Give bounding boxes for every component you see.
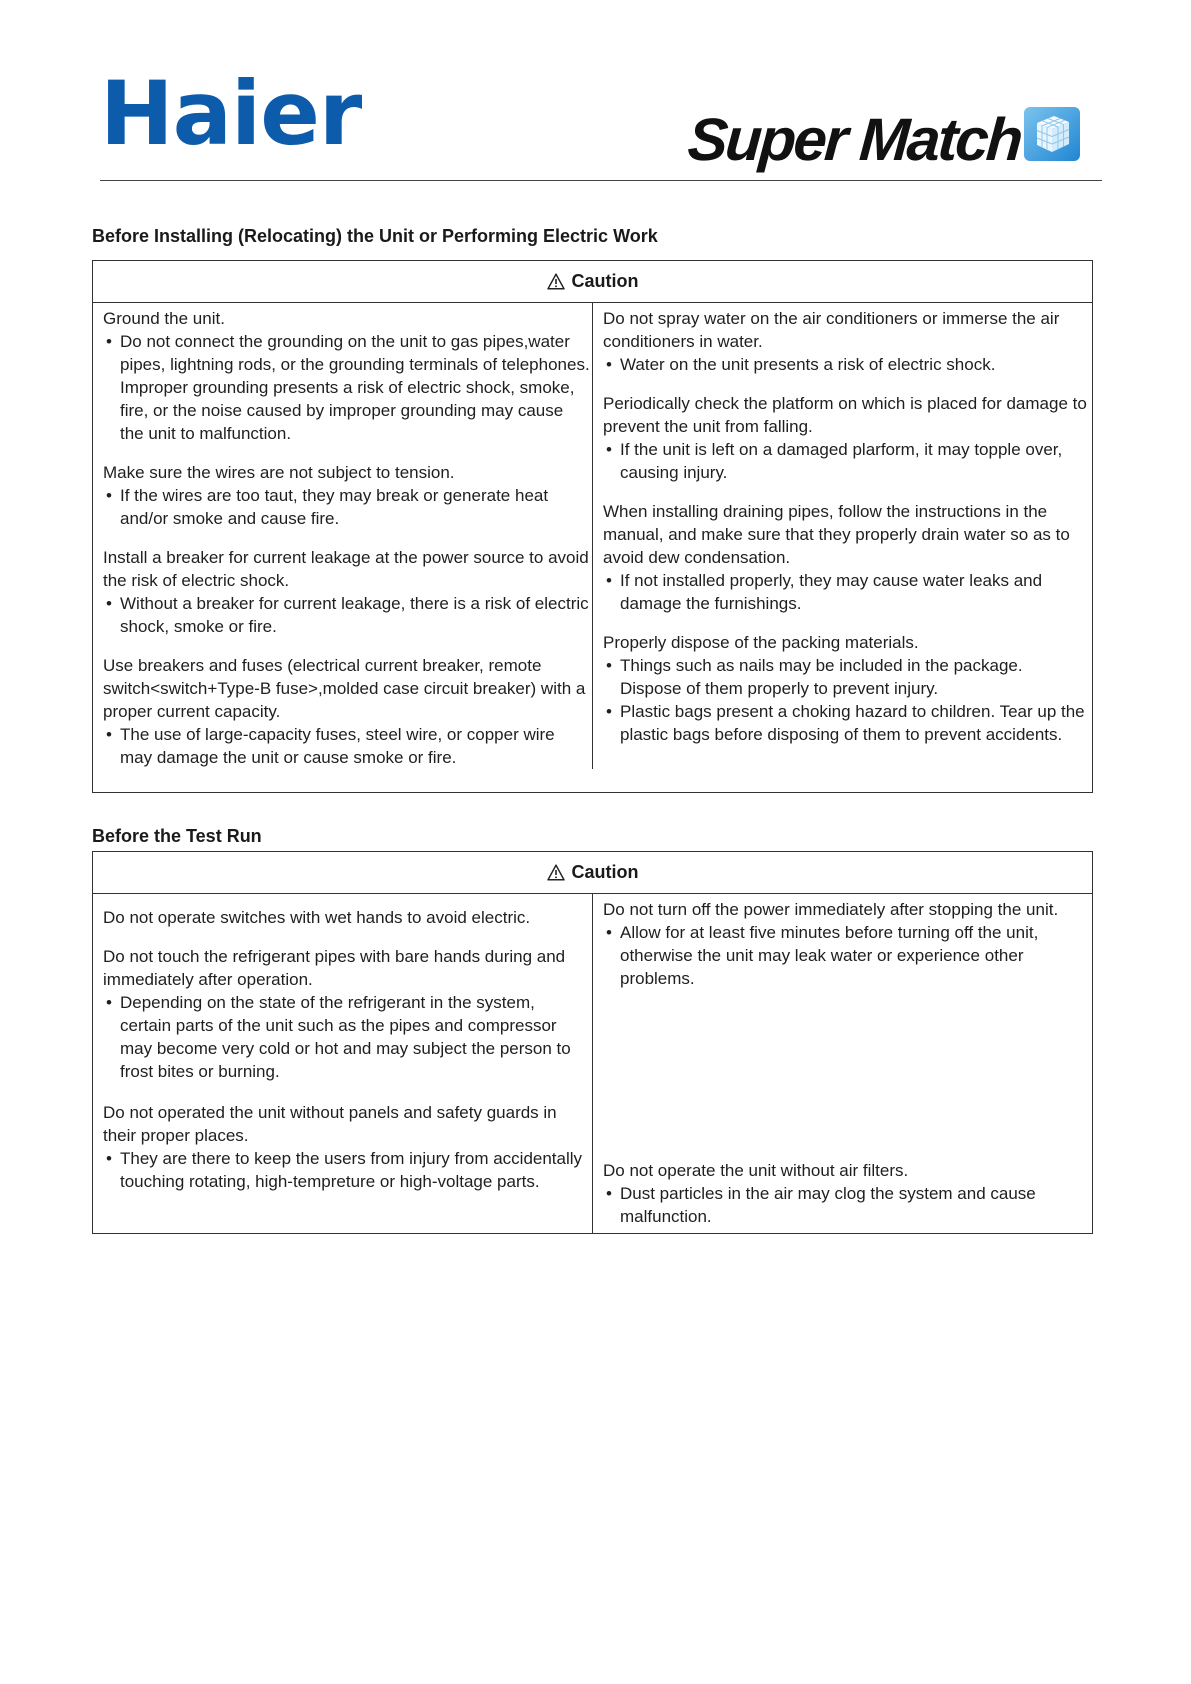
caution-item: Ground the unit. xyxy=(103,309,225,328)
caution-right-column xyxy=(593,303,1092,769)
caution-item: Do not operate the unit without air filters. xyxy=(603,1161,909,1180)
caution-entry xyxy=(103,945,590,1083)
caution-entry xyxy=(103,1101,590,1193)
caution-bullet: • Water on the unit presents a risk of electric shock. xyxy=(603,353,1088,376)
section-title-test-run: Before the Test Run xyxy=(92,826,262,846)
caution-bullet: • If the wires are too taut, they may break or generate heat and/or smoke and cause fire. xyxy=(103,484,590,530)
caution-header xyxy=(93,261,1092,303)
caution-entry xyxy=(103,906,590,929)
caution-entry xyxy=(103,461,590,530)
cube-icon xyxy=(1023,106,1081,162)
caution-bullet: • If the unit is left on a damaged plarform, it may topple over, causing injury. xyxy=(603,438,1088,484)
warning-icon xyxy=(547,273,565,290)
caution-header xyxy=(93,852,1092,894)
caution-table-test-run xyxy=(92,851,1093,1234)
caution-entry xyxy=(603,1159,1088,1228)
caution-item: Properly dispose of the packing materials. xyxy=(603,633,919,652)
warning-icon xyxy=(547,864,565,881)
caution-right-column xyxy=(593,894,1092,1234)
caution-table-installing xyxy=(92,260,1093,793)
section-title-installing: Before Installing (Relocating) the Unit or Performing Electric Work xyxy=(92,226,658,246)
caution-item: When installing draining pipes, follow the instructions in the manual, and make sure that they properly drain water so as to avoid dew condensation. xyxy=(603,502,1070,567)
caution-bullet: • Depending on the state of the refrigerant in the system, certain parts of the unit such as the pipes and compressor may become very cold or hot and may subject the person to frost bites or burning. xyxy=(103,991,590,1083)
caution-bullet: • They are there to keep the users from injury from accidentally touching rotating, high-tempreture or high-voltage parts. xyxy=(103,1147,590,1193)
caution-bullet: • Plastic bags present a choking hazard to children. Tear up the plastic bags before disposing of them to prevent accidents. xyxy=(603,700,1088,746)
caution-bullet: • Things such as nails may be included in the package. Dispose of them properly to prevent injury. xyxy=(603,654,1088,700)
caution-entry xyxy=(603,898,1088,990)
haier-logo: Haier xyxy=(100,62,362,165)
caution-bullet: • Dust particles in the air may clog the system and cause malfunction. xyxy=(603,1182,1088,1228)
caution-entry xyxy=(103,307,590,445)
caution-entry xyxy=(603,307,1088,376)
caution-item: Use breakers and fuses (electrical current breaker, remote switch<switch+Type-B fuse>,molded case circuit breaker) with a proper current capacity. xyxy=(103,656,586,721)
caution-item: Periodically check the platform on which is placed for damage to prevent the unit from falling. xyxy=(603,394,1087,436)
caution-bullet: • Allow for at least five minutes before turning off the unit, otherwise the unit may leak water or experience other problems. xyxy=(603,921,1088,990)
caution-label: Caution xyxy=(571,271,639,291)
caution-item: Do not operated the unit without panels and safety guards in their proper places. xyxy=(103,1103,557,1145)
caution-entry xyxy=(603,392,1088,484)
caution-entry xyxy=(103,546,590,638)
caution-item: Do not touch the refrigerant pipes with bare hands during and immediately after operation. xyxy=(103,947,566,989)
caution-bullet: • If not installed properly, they may cause water leaks and damage the furnishings. xyxy=(603,569,1088,615)
caution-left-column xyxy=(93,303,593,769)
caution-item: Make sure the wires are not subject to tension. xyxy=(103,463,455,482)
header-divider xyxy=(100,180,1102,181)
caution-entry xyxy=(603,500,1088,615)
caution-bullet: • The use of large-capacity fuses, steel wire, or copper wire may damage the unit or cause smoke or fire. xyxy=(103,723,590,769)
caution-bullet: • Without a breaker for current leakage, there is a risk of electric shock, smoke or fire. xyxy=(103,592,590,638)
caution-item: Do not operate switches with wet hands to avoid electric. xyxy=(103,908,531,927)
caution-bullet: • Do not connect the grounding on the unit to gas pipes,water pipes, lightning rods, or the grounding terminals of telephones. Improper grounding presents a risk of electric shock, smoke, fire, or the noise caused by improper grounding may cause the unit to malfunction. xyxy=(103,330,590,445)
caution-left-column xyxy=(93,894,593,1234)
caution-entry xyxy=(603,631,1088,746)
caution-item: Do not spray water on the air conditioners or immerse the air conditioners in water. xyxy=(603,309,1060,351)
caution-item: Install a breaker for current leakage at the power source to avoid the risk of electric shock. xyxy=(103,548,589,590)
super-match-wordmark: Super Match xyxy=(686,106,1024,173)
super-match-logo xyxy=(686,100,1081,173)
caution-entry xyxy=(103,654,590,769)
caution-item: Do not turn off the power immediately after stopping the unit. xyxy=(603,900,1059,919)
caution-label: Caution xyxy=(571,862,639,882)
